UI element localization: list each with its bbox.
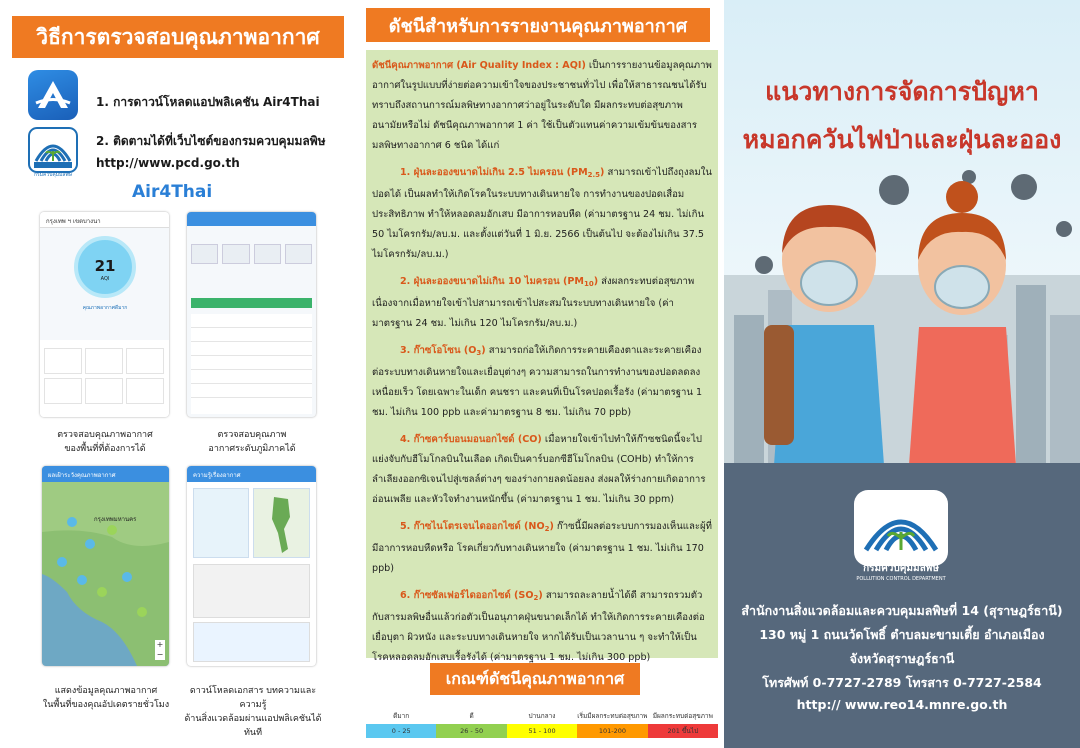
air4thai-app-icon <box>28 70 78 120</box>
aqi-intro-highlight: ดัชนีคุณภาพอากาศ (Air Quality Index : AQI) <box>372 60 586 71</box>
pollutant-grid <box>40 340 169 417</box>
aqi-level-label: เริ่มมีผลกระทบต่อสุขภาพ <box>577 712 648 720</box>
pollutant-description: สามารถเข้าไปถึงถุงลมในปอดได้ เป็นผลทำให้เกิดโรคในระบบทางเดินหายใจ การทำงานของปอดเสื่อมประสิทธิภาพ ทำให้หลอดลมอักเสบ มีอาการหอบหืด (ค่ามาตรฐาน 24 ชม. ไม่เกิน 50 ไมโครกรัม/ลบ.ม. และตั้งแต่วันที่ 1 มิ.ย. 2566 เป็นต้นไป จะต้องไม่เกิน 37.5 ไมโครกรัม/ลบ.ม.) <box>372 167 712 260</box>
office-name: สำนักงานสิ่งแวดล้อมและควบคุมมลพิษที่ 14 (สุราษฎร์ธานี) <box>741 603 1063 618</box>
office-address-line1: 130 หมู่ 1 ถนนวัดโพธิ์ ตำบลมะขามเตี้ย อำเภอเมือง <box>759 627 1045 642</box>
shot1-location: กรุงเทพ ฯ เขตบางนา <box>40 212 169 228</box>
pollutant-description: สามารถละลายน้ำได้ดี สามารถรวมตัวกับสารมลพิษอื่นแล้วก่อตัวเป็นอนุภาคฝุ่นขนาดเล็กได้ ทำให้เกิดการระคายเคืองต่อเยื่อบุตา ผิวหนัง และระบบทางเดินหายใจ หากได้รับเป็นเวลานาน ๆ จะทำให้เป็นโรคหลอดลมอักเสบเรื้อรังได้ (ค่ามาตรฐาน 1 ชม. ไม่เกิน 300 ppb) <box>372 590 705 663</box>
aqi-explanation-box <box>366 50 718 663</box>
pcd-logo-name-en: POLLUTION CONTROL DEPARTMENT <box>856 576 946 582</box>
shot4-header: ความรู้เรื่องอากาศ <box>187 466 316 482</box>
shot1-status: คุณภาพอากาศดีมาก <box>82 305 128 311</box>
pollutant-list <box>372 163 712 668</box>
pollutant-name: 6. ก๊าซซัลเฟอร์ไดออกไซด์ (SO <box>400 590 534 601</box>
pollutant-subscript: 2.5 <box>587 171 601 179</box>
panel-aqi-index <box>358 0 724 748</box>
aqi-intro-text: เป็นการรายงานข้อมูลคุณภาพอากาศในรูปแบบที่ง่ายต่อความเข้าใจของประชาชนทั่วไป เพื่อให้สาธารณชนได้รับทราบถึงสถานการณ์มลพิษทางอากาศว่าอยู่ในระดับใด มีผลกระทบต่อสุขภาพอนามัยหรือไม่ ดัชนีคุณภาพอากาศ 1 ค่า ใช้เป็นตัวแทนค่าความเข้มข้นของสารมลพิษทางอากาศ 6 ชนิด ได้แก่ <box>372 60 712 151</box>
aqi-level-range: 0 - 25 <box>366 724 436 738</box>
app-screenshot-documents <box>187 466 316 666</box>
shot3-header: ผลเฝ้าระวังคุณภาพอากาศ <box>42 466 169 482</box>
shot1-aqi-unit: AQI <box>100 276 110 282</box>
pollutant-subscript: 2 <box>544 525 550 533</box>
pollutant-description: ก๊าซนี้มีผลต่อระบบการมองเห็นและผู้ที่มีอาการหอบหืดหรือ โรคเกี่ยวกับทางเดินหายใจ (ค่ามาตรฐาน 1 ชม. ไม่เกิน 170 ppb) <box>372 521 712 574</box>
aqi-level-bar <box>366 724 718 738</box>
pollutant-name: 1. ฝุ่นละอองขนาดไม่เกิน 2.5 ไมครอน (PM <box>400 167 588 178</box>
pollutant-item <box>372 272 712 334</box>
aqi-level-range: 26 - 50 <box>436 724 506 738</box>
step-download-app: 1. การดาวน์โหลดแอปพลิเคชัน Air4Thai <box>96 95 320 109</box>
pollutant-description: ส่งผลกระทบต่อสุขภาพเนื่องจากเมื่อหายใจเข้าไปสามารถเข้าไปสะสมในระบบทางเดินหายใจ (ค่ามาตรฐาน 24 ชม. ไม่เกิน 120 ไมโครกรัม/ลบ.ม.) <box>372 276 695 329</box>
pollutant-description: เมื่อหายใจเข้าไปทำให้ก๊าซชนิดนี้จะไปแย่งจับกับฮีโมโกลบินในเลือด เกิดเป็นคาร์บอกซีฮีโมโกลบิน (COHb) ทำให้การลำเลียงออกซิเจนไปสู่เซลล์ต่างๆ ของร่างกายลดน้อยลง ส่งผลให้ร่างกายเกิดอาการอ่อนเพลีย และหัวใจทำงานหนักขึ้น (ค่ามาตรฐาน 1 ชม. ไม่เกิน 30 ppm) <box>372 434 706 505</box>
pollutant-name-end: ) <box>549 521 554 532</box>
aqi-level-range: 101-200 <box>577 724 647 738</box>
aqi-level-label: มีผลกระทบต่อสุขภาพ <box>652 712 713 720</box>
pcd-logo-name-th: กรมควบคุมมลพิษ <box>863 563 939 574</box>
aqi-level-label: ดีมาก <box>393 712 410 720</box>
cover-title-line1: แนวทางการจัดการปัญหา <box>765 77 1039 106</box>
caption-regional: ตรวจสอบคุณภาพ อากาศระดับภูมิภาคได้ <box>208 430 296 454</box>
air4thai-wordmark: Air4Thai <box>132 182 213 202</box>
pollutant-name: 3. ก๊าซโอโซน (O <box>400 345 477 356</box>
caption-map: แสดงข้อมูลคุณภาพอากาศ ในพื้นที่ของคุณอัปเดตรายชั่วโมง <box>42 686 170 710</box>
pollutant-item <box>372 586 712 668</box>
caption-documents: ดาวน์โหลดเอกสาร บทความและความรู้ ด้านสิ่งแวดล้อมผ่านแอปพลิเคชันได้ทันที <box>184 686 322 738</box>
pollutant-subscript: 3 <box>476 349 482 357</box>
pollutant-subscript: 2 <box>533 594 539 602</box>
caption-station: ตรวจสอบคุณภาพอากาศ ของพื้นที่ที่ต้องการได้ <box>57 430 153 454</box>
pcd-url-link[interactable]: http://www.pcd.go.th <box>96 156 240 170</box>
pollutant-description: สามารถก่อให้เกิดการระคายเคืองตาและระคายเคืองต่อระบบทางเดินหายใจและเยื่อบุต่างๆ ความสามารถในการทำงานของปอดลดลง เหนื่อยเร็ว โดยเฉพาะในเด็ก คนชรา และคนที่เป็นโรคปอดเรื้อรัง (ค่ามาตรฐาน 1 ชม. ไม่เกิน 100 ppb และค่ามาตรฐาน 8 ชม. ไม่เกิน 70 ppb) <box>372 345 703 418</box>
cover-title-line2: หมอกควันไฟป่าและฝุ่นละออง <box>742 125 1062 154</box>
step-website: 2. ติดตามได้ที่เว็บไซต์ของกรมควบคุมมลพิษ <box>96 134 326 148</box>
pollutant-item <box>372 517 712 579</box>
pollutant-item <box>372 163 712 265</box>
office-phone: โทรศัพท์ 0-7727-2789 โทรสาร 0-7727-2584 <box>762 675 1042 690</box>
panel2-title: ดัชนีสำหรับการรายงานคุณภาพอากาศ <box>366 8 710 42</box>
app-screenshot-map <box>42 466 169 666</box>
aqi-level-label: ปานกลาง <box>528 712 556 720</box>
shot1-aqi-value: 21 <box>94 257 116 275</box>
panel1-title: วิธีการตรวจสอบคุณภาพอากาศ <box>12 16 344 58</box>
pollutant-subscript: 10 <box>583 280 594 288</box>
pollutant-name-end: ) <box>481 345 486 356</box>
pollutant-name-end: ) <box>538 590 543 601</box>
children-mask-illustration <box>724 165 1080 465</box>
pollutant-name-end: ) <box>593 276 599 287</box>
pollutant-name: 5. ก๊าซไนโตรเจนไดออกไซด์ (NO <box>400 521 545 532</box>
pcd-logo-icon <box>28 127 78 179</box>
aqi-intro-paragraph <box>372 56 712 156</box>
cover-footer <box>724 463 1080 748</box>
map-graphic <box>42 482 169 666</box>
panel-how-to-check <box>0 0 358 748</box>
app-screenshot-station <box>40 212 169 417</box>
pollutant-item <box>372 430 712 510</box>
pollutant-name-end: ) <box>600 167 605 178</box>
pollutant-name: 2. ฝุ่นละอองขนาดไม่เกิน 10 ไมครอน (PM <box>400 276 584 287</box>
pollutant-item <box>372 341 712 423</box>
app-screenshot-regional <box>187 212 316 417</box>
panel-cover <box>724 0 1080 748</box>
map-zoom-control[interactable]: + − <box>156 640 164 659</box>
aqi-level-label: ดี <box>469 712 474 720</box>
aqi-criteria-title: เกณฑ์ดัชนีคุณภาพอากาศ <box>430 663 640 695</box>
office-website-link[interactable]: http:// www.reo14.mnre.go.th <box>796 697 1008 712</box>
office-address-line2: จังหวัดสุราษฎร์ธานี <box>849 651 955 666</box>
aqi-level-range: 201 ขึ้นไป <box>648 724 718 738</box>
pcd-logo-caption: กรมควบคุมมลพิษ <box>34 172 72 178</box>
aqi-level-range: 51 - 100 <box>507 724 577 738</box>
pollutant-name: 4. ก๊าซคาร์บอนมอนอกไซด์ (CO) <box>400 434 542 445</box>
shot3-city-label: กรุงเทพมหานคร <box>94 516 137 523</box>
